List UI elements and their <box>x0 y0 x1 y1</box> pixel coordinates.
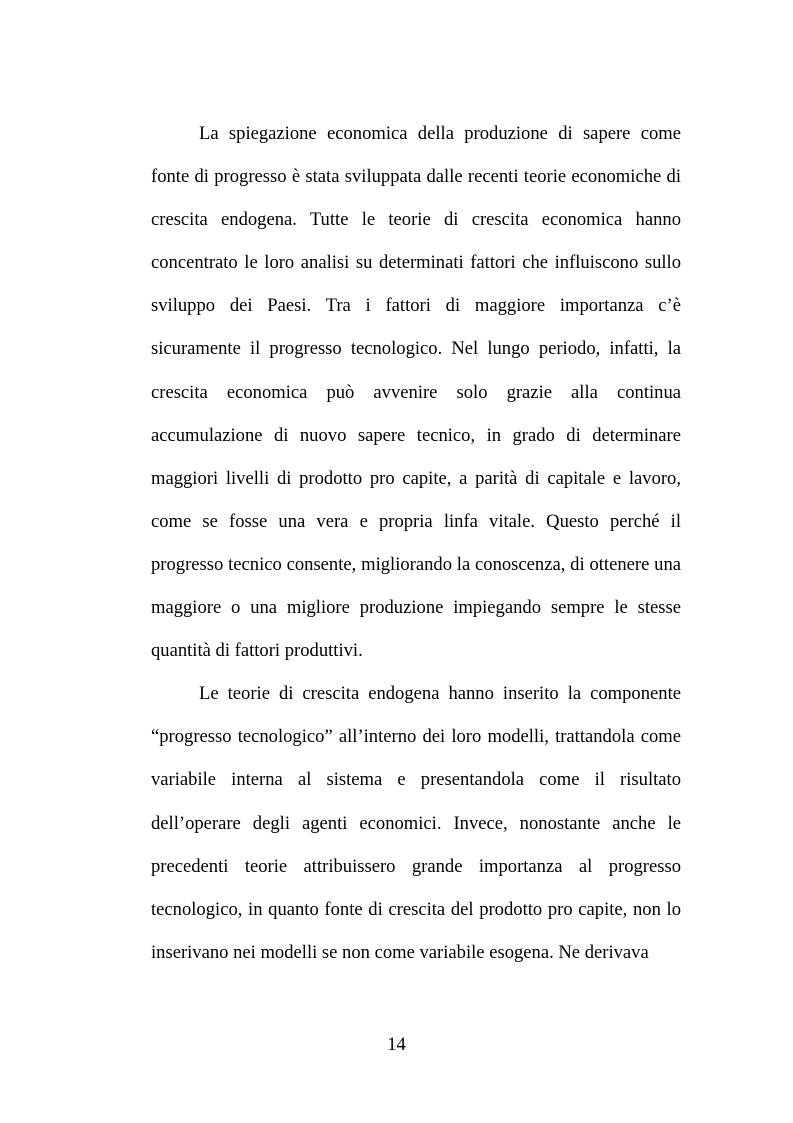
paragraph-1: La spiegazione economica della produzione di sapere come fonte di progresso è stata sviluppata dalle recenti teorie economiche di crescita endogena. Tutte le teorie di crescita economica hanno concentrato le loro analisi su determinati fattori che influiscono sullo sviluppo dei Paesi. Tra i fattori di maggiore importanza c’è sicuramente il progresso tecnologico. Nel lungo periodo, infatti, la crescita economica può avvenire solo grazie alla continua accumulazione di nuovo sapere tecnico, in grado di determinare maggiori livelli di prodotto pro capite, a parità di capitale e lavoro, come se fosse una vera e propria linfa vitale. Questo perché il progresso tecnico consente, migliorando la conoscenza, di ottenere una maggiore o una migliore produzione impiegando sempre le stesse quantità di fattori produttivi. <box>151 123 681 662</box>
body-text <box>151 112 681 974</box>
page-number: 14 <box>387 1034 406 1055</box>
paragraph-2: Le teorie di crescita endogena hanno inserito la componente “progresso tecnologico” all’interno dei loro modelli, trattandola come variabile interna al sistema e presentandola come il risultato dell’operare degli agenti economici. Invece, nonostante anche le precedenti teorie attribuissero grande importanza al progresso tecnologico, in quanto fonte di crescita del prodotto pro capite, non lo inserivano nei modelli se non come variabile esogena. Ne derivava <box>151 683 681 963</box>
